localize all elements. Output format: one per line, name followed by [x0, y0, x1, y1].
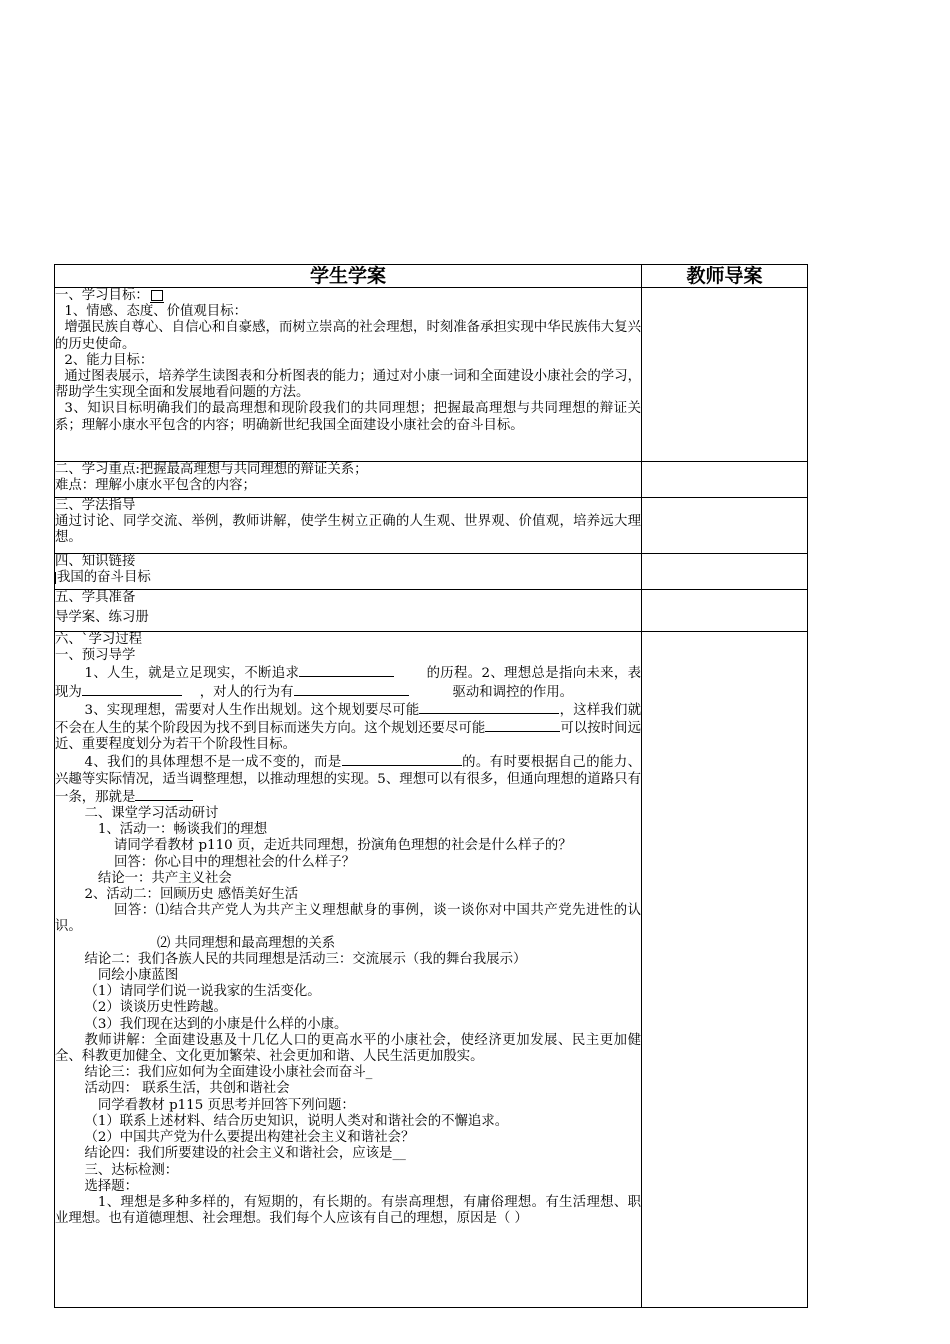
tools-text: 导学案、练习册: [55, 610, 149, 626]
teacher-plan-header: 教师导案: [642, 265, 808, 288]
section-tools: [55, 590, 642, 632]
q1-part-b: 的历程。2、理想总是指向未来，表现为: [55, 666, 641, 700]
links-text: 我国的奋斗目标: [57, 570, 151, 586]
links-title: 四、知识链接: [55, 554, 136, 569]
section-tools-row: [55, 590, 808, 632]
answer-blank[interactable]: [294, 683, 409, 696]
q1-part-d: 驱动和调控的作用。: [452, 684, 574, 700]
activity-4-text: 同学看教材 p115 页思考并回答下列问题：: [97, 1097, 355, 1113]
teacher-notes-process: [642, 632, 808, 1308]
conclusion-4: 结论四：我们所要建设的社会主义和谐社会，应该是__: [84, 1146, 406, 1162]
objective-1-text: 增强民族自尊心、自信心和自豪感，而树立崇高的社会理想，时刻准备承担实现中华民族伟大复兴的历史使命。: [55, 320, 641, 352]
preview-subtitle: 一、预习导学: [55, 648, 136, 664]
objectives-title-line: [55, 288, 641, 304]
section-focus-row: [55, 462, 808, 498]
section-links-row: [55, 554, 808, 590]
conclusion-1: 结论一：共产主义社会: [97, 870, 232, 886]
table-header-row: [55, 265, 808, 288]
conclusion-3: 结论三：我们应如何为全面建设小康社会而奋斗_: [84, 1065, 373, 1081]
teacher-notes-links: [642, 554, 808, 590]
teacher-notes-objectives: [642, 288, 808, 462]
section-process-row: [55, 632, 808, 1308]
section-links: [55, 554, 642, 590]
q1-part-a: 1、人生，就是立足现实，不断追求: [84, 666, 300, 682]
activity-1-text: 请同学看教材 p110 页，走近共同理想，扮演角色理想的社会是什么样子的？: [113, 838, 572, 854]
section-objectives-row: [55, 288, 808, 462]
q1-part-c: ，对人的行为有: [199, 684, 294, 700]
activity-3-title: 同绘小康蓝图: [97, 968, 179, 984]
section-process: [55, 632, 642, 1308]
activity-subtitle: 二、课堂学习活动研讨: [84, 806, 219, 822]
section-method-row: [55, 498, 808, 554]
activity-1-answer: 回答：你心目中的理想社会的什么样子？: [113, 854, 355, 870]
activity-2-text: 回答：⑴结合共产党人为共产主义理想献身的事例，谈一谈你对中国共产党先进性的认识。: [55, 903, 641, 935]
activity-1-title: 1、活动一：畅谈我们的理想: [97, 822, 268, 838]
objectives-title: 一、学习目标：: [55, 288, 149, 303]
teacher-notes-method: [642, 498, 808, 554]
choice-label: 选择题：: [84, 1178, 139, 1194]
objective-1-title: 1、情感、态度、价值观目标：: [64, 304, 247, 320]
preview-question-3: [55, 701, 641, 754]
activity-3-question-1: （1）请同学们说一说我家的生活变化。: [84, 984, 321, 1000]
answer-blank[interactable]: [485, 719, 560, 732]
activity-3-question-2: （2）谈谈历史性跨越。: [84, 1000, 227, 1016]
q3-part-c: 可以按时间远近、重要程度划分为若干个阶段性目标。: [55, 721, 642, 753]
difficulty-line: 难点：理解小康水平包含的内容；: [55, 478, 256, 494]
teacher-notes-focus: [642, 462, 808, 498]
answer-blank[interactable]: [299, 664, 394, 677]
conclusion-2: 结论二：我们各族人民的共同理想是活动三：交流展示（我的舞台我展示）: [84, 951, 527, 967]
answer-blank[interactable]: [419, 701, 559, 714]
section-objectives: [55, 288, 642, 462]
section-focus: [55, 462, 642, 498]
teacher-explanation: 教师讲解：全面建设惠及十几亿人口的更高水平的小康社会，使经济更加发展、民主更加健全、科教更加健全、文化更加繁荣、社会更加和谐、人民生活更加殷实。: [55, 1032, 641, 1065]
activity-4-title: 活动四： 联系生活，共创和谐社会: [84, 1081, 290, 1097]
q4-part-b: 的。有时要根据自己的能力、兴趣等实际情况，适当调整理想，以推动理想的实现。5、理想可以有很多，但通向理想的道路只有一条，那就是: [55, 755, 642, 805]
objective-3-text: 3、知识目标明确我们的最高理想和现阶段我们的共同理想；把握最高理想与共同理想的辩证关系；理解小康水平包含的内容；明确新世纪我国全面建设小康社会的奋斗目标。: [55, 401, 641, 433]
teacher-notes-tools: [642, 590, 808, 632]
answer-blank[interactable]: [135, 788, 193, 801]
activity-2-title: 2、活动二：回顾历史 感悟美好生活: [84, 887, 299, 903]
activity-4-question-2: （2）中国共产党为什么要提出构建社会主义和谐社会？: [84, 1130, 415, 1146]
activity-4-question-1: （1）联系上述材料、结合历史知识，说明人类对和谐社会的不懈追求。: [84, 1113, 509, 1129]
q4-part-a: 4、我们的具体理想不是一成不变的，而是: [84, 755, 342, 771]
lesson-plan-table: [54, 264, 808, 1308]
links-line: [55, 570, 641, 586]
tools-title: 五、学具准备: [55, 590, 136, 605]
student-plan-header: 学生学案: [55, 265, 642, 288]
activity-3-question-3: （3）我们现在达到的小康是什么样的小康。: [84, 1016, 348, 1032]
objective-2-title: 2、能力目标：: [64, 352, 154, 368]
process-title: 六、`学习过程: [55, 632, 143, 647]
method-title: 三、学法指导: [55, 498, 136, 513]
preview-question-4: [55, 753, 641, 806]
objective-2-text: 通过图表展示，培养学生读图表和分析图表的能力；通过对小康一词和全面建设小康社会的学习，帮助学生实现全面和发展地看问题的方法。: [55, 369, 641, 401]
answer-blank[interactable]: [342, 753, 462, 766]
keyboard-icon: [151, 290, 163, 301]
assessment-subtitle: 三、达标检测：: [84, 1162, 179, 1178]
preview-question-1: [55, 664, 641, 700]
answer-blank[interactable]: [82, 683, 182, 696]
activity-2-question-2: ⑵ 共同理想和最高理想的关系: [156, 935, 336, 951]
method-text: 通过讨论、同学交流、举例，教师讲解，使学生树立正确的人生观、世界观、价值观，培养远大理想。: [55, 514, 641, 546]
choice-question-1: 1、理想是多种多样的，有短期的，有长期的。有崇高理想，有庸俗理想。有生活理想、职业理想。也有道德理想、社会理想。我们每个人应该有自己的理想，原因是（ ）: [55, 1194, 641, 1227]
focus-line: 二、学习重点:把握最高理想与共同理想的辩证关系；: [55, 462, 368, 477]
section-method: [55, 498, 642, 554]
q3-part-b: ，这样我们就不会在人生的某个阶段因为找不到目标而迷失方向。这个规划还要尽可能: [55, 702, 641, 737]
q3-part-a: 3、实现理想，需要对人生作出规划。这个规划要尽可能: [84, 702, 420, 718]
text-cursor-mark: [55, 572, 56, 584]
